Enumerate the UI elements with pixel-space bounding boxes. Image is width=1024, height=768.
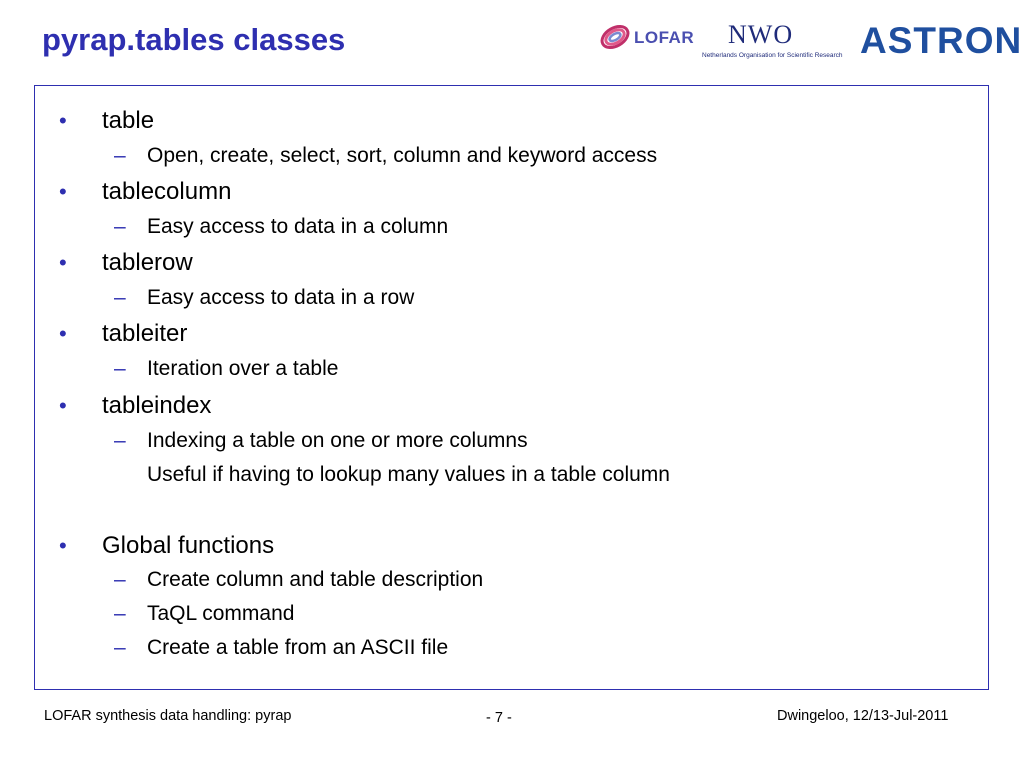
bullet-text: tablecolumn bbox=[102, 178, 232, 205]
slide-title: pyrap.tables classes bbox=[42, 22, 346, 57]
sub-bullet-marker: – bbox=[114, 215, 126, 238]
nwo-logo-subtitle: Netherlands Organisation for Scientific Research bbox=[702, 52, 843, 59]
page-number: - 7 - bbox=[486, 710, 512, 726]
sub-bullet-marker: – bbox=[114, 429, 126, 452]
footer-right-text: Dwingeloo, 12/13-Jul-2011 bbox=[777, 708, 949, 724]
sub-bullet-marker: – bbox=[114, 357, 126, 380]
sub-bullet-text: Create column and table description bbox=[147, 568, 484, 591]
sub-bullet-text: Easy access to data in a row bbox=[147, 286, 415, 309]
bullet-text: tablerow bbox=[102, 249, 193, 276]
sub-bullet-text: Iteration over a table bbox=[147, 357, 339, 380]
sub-bullet-marker: – bbox=[114, 286, 126, 309]
bullet-marker: • bbox=[59, 533, 67, 558]
lofar-logo-text: LOFAR bbox=[634, 28, 695, 47]
sub-bullet-text: Open, create, select, sort, column and keyword access bbox=[147, 144, 658, 167]
bullet-marker: • bbox=[59, 393, 67, 418]
bullet-marker: • bbox=[59, 321, 67, 346]
content-frame bbox=[34, 85, 989, 690]
sub-bullet-text: Easy access to data in a column bbox=[147, 215, 449, 238]
astron-logo: ASTRON bbox=[860, 20, 1023, 61]
sub-bullet-marker: – bbox=[114, 144, 126, 167]
sub-bullet-text: Create a table from an ASCII file bbox=[147, 636, 449, 659]
bullet-text: table bbox=[102, 107, 155, 134]
bullet-marker: • bbox=[59, 108, 67, 133]
nwo-logo bbox=[702, 14, 852, 64]
sub-bullet-marker: – bbox=[114, 568, 126, 591]
bullet-marker: • bbox=[59, 179, 67, 204]
sub-bullet-marker: – bbox=[114, 636, 126, 659]
lofar-swirl-icon bbox=[598, 20, 632, 54]
nwo-logo-text: NWO bbox=[728, 20, 794, 49]
bullet-text: Global functions bbox=[102, 532, 275, 559]
bullet-text: tableindex bbox=[102, 392, 212, 419]
sub-bullet-marker: – bbox=[114, 602, 126, 625]
sub-bullet-text: Useful if having to lookup many values in a table column bbox=[147, 463, 670, 486]
sub-bullet-text: Indexing a table on one or more columns bbox=[147, 429, 528, 452]
sub-bullet-text: TaQL command bbox=[147, 602, 295, 625]
bullet-marker: • bbox=[59, 250, 67, 275]
lofar-logo bbox=[598, 18, 698, 58]
bullet-text: tableiter bbox=[102, 320, 188, 347]
footer-left-text: LOFAR synthesis data handling: pyrap bbox=[44, 708, 292, 724]
